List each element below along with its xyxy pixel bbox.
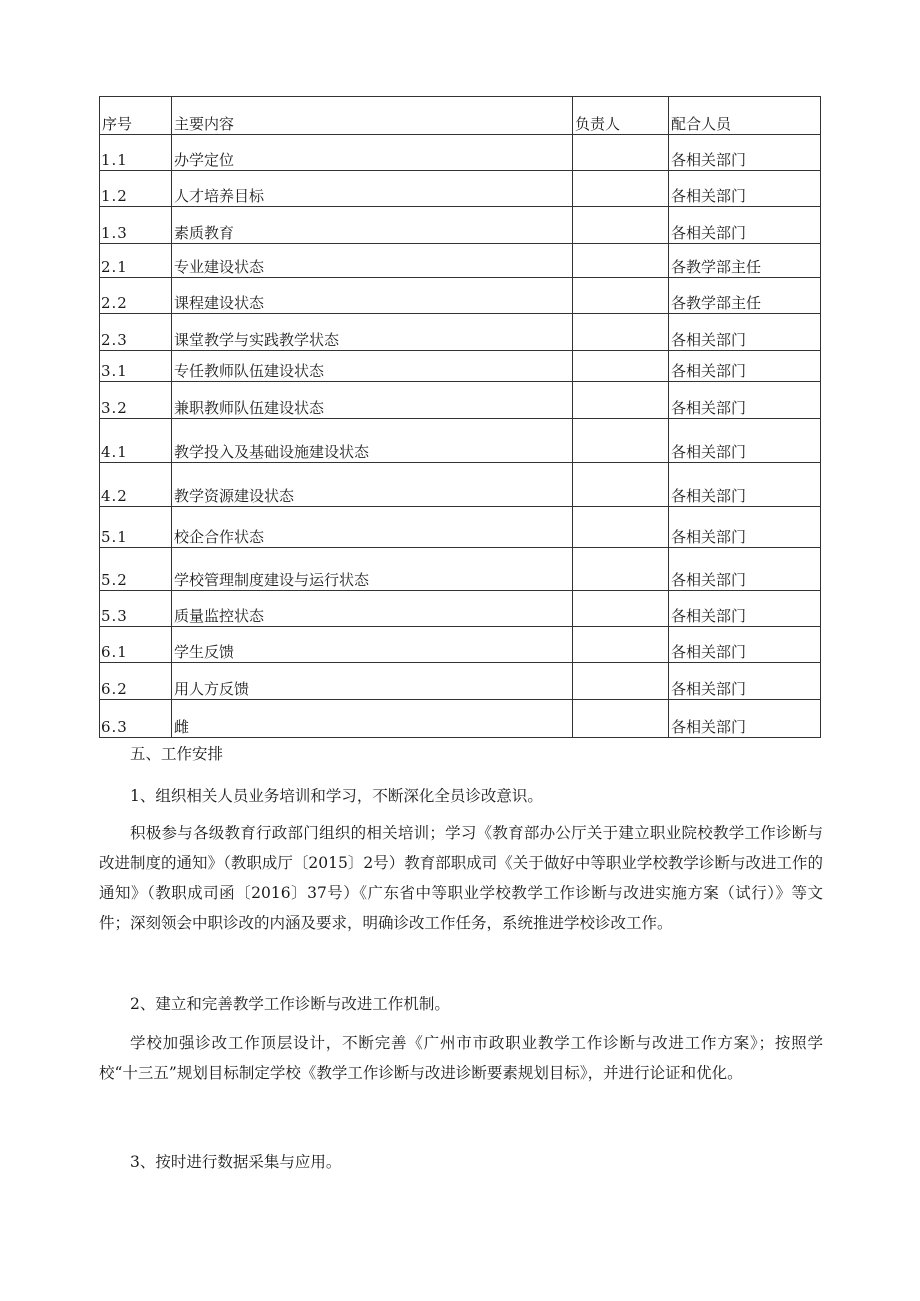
header-cell-partner: 配合人员 <box>669 97 821 135</box>
item2-body: 学校加强诊改工作顶层设计，不断完善《广州市市政职业教学工作诊断与改进工作方案》；按照学校“十三五”规划目标制定学校《教学工作诊断与改进诊断要素规划目标》，并进行论证和优化。 <box>99 1034 823 1082</box>
row-partner: 各相关部门 <box>669 171 821 207</box>
row-partner: 各相关部门 <box>669 507 821 548</box>
row-content: 素质教育 <box>172 207 573 244</box>
table-row <box>100 419 821 463</box>
row-owner <box>573 314 669 351</box>
table-row <box>100 244 821 278</box>
row-no: 1.2 <box>100 171 172 207</box>
row-content: 兼职教师队伍建设状态 <box>172 382 573 419</box>
row-content: 教学投入及基础设施建设状态 <box>172 419 573 463</box>
row-no: 6.1 <box>100 627 172 663</box>
table-row <box>100 463 821 507</box>
table-row <box>100 351 821 382</box>
header-cell-owner: 负责人 <box>573 97 669 135</box>
row-content: 专业建设状态 <box>172 244 573 278</box>
section-heading: 五、工作安排 <box>130 745 224 763</box>
item1-title: 1、组织相关人员业务培训和学习，不断深化全员诊改意识。 <box>130 787 543 805</box>
row-no: 4.1 <box>100 419 172 463</box>
row-partner: 各相关部门 <box>669 419 821 463</box>
row-no: 2.1 <box>100 244 172 278</box>
row-owner <box>573 548 669 591</box>
row-content: 校企合作状态 <box>172 507 573 548</box>
header-cell-no: 序号 <box>100 97 172 135</box>
row-content: 办学定位 <box>172 135 573 171</box>
row-content: 雌 <box>172 700 573 738</box>
row-no: 2.3 <box>100 314 172 351</box>
item2-title: 2、建立和完善教学工作诊断与改进工作机制。 <box>130 995 450 1013</box>
row-no: 1.3 <box>100 207 172 244</box>
row-content: 用人方反馈 <box>172 663 573 700</box>
row-partner: 各相关部门 <box>669 382 821 419</box>
row-owner <box>573 135 669 171</box>
row-no: 1.1 <box>100 135 172 171</box>
row-partner: 各相关部门 <box>669 314 821 351</box>
task-table-container <box>99 96 820 738</box>
row-no: 2.2 <box>100 278 172 314</box>
table-row <box>100 171 821 207</box>
row-partner: 各相关部门 <box>669 627 821 663</box>
row-partner: 各相关部门 <box>669 548 821 591</box>
row-owner <box>573 382 669 419</box>
row-no: 6.2 <box>100 663 172 700</box>
row-content: 教学资源建设状态 <box>172 463 573 507</box>
row-owner <box>573 244 669 278</box>
table-row <box>100 135 821 171</box>
row-partner: 各相关部门 <box>669 663 821 700</box>
row-owner <box>573 507 669 548</box>
row-owner <box>573 463 669 507</box>
row-partner: 各相关部门 <box>669 591 821 627</box>
table-row <box>100 382 821 419</box>
row-content: 人才培养目标 <box>172 171 573 207</box>
header-cell-content: 主要内容 <box>172 97 573 135</box>
row-no: 4.2 <box>100 463 172 507</box>
table-row <box>100 700 821 738</box>
task-table <box>99 96 821 738</box>
table-row <box>100 591 821 627</box>
table-header-row <box>100 97 821 135</box>
row-partner: 各相关部门 <box>669 351 821 382</box>
table-row <box>100 548 821 591</box>
row-partner: 各教学部主任 <box>669 278 821 314</box>
row-no: 6.3 <box>100 700 172 738</box>
table-row <box>100 314 821 351</box>
row-owner <box>573 627 669 663</box>
row-partner: 各相关部门 <box>669 207 821 244</box>
row-partner: 各相关部门 <box>669 463 821 507</box>
row-partner: 各相关部门 <box>669 135 821 171</box>
row-content: 学校管理制度建设与运行状态 <box>172 548 573 591</box>
row-owner <box>573 351 669 382</box>
row-partner: 各教学部主任 <box>669 244 821 278</box>
row-no: 5.2 <box>100 548 172 591</box>
row-owner <box>573 207 669 244</box>
table-row <box>100 278 821 314</box>
row-owner <box>573 700 669 738</box>
row-owner <box>573 419 669 463</box>
row-no: 3.1 <box>100 351 172 382</box>
row-no: 5.1 <box>100 507 172 548</box>
row-owner <box>573 278 669 314</box>
row-partner: 各相关部门 <box>669 700 821 738</box>
row-content: 质量监控状态 <box>172 591 573 627</box>
row-content: 学生反馈 <box>172 627 573 663</box>
table-row <box>100 663 821 700</box>
row-content: 专任教师队伍建设状态 <box>172 351 573 382</box>
row-content: 课堂教学与实践教学状态 <box>172 314 573 351</box>
row-owner <box>573 171 669 207</box>
table-row <box>100 627 821 663</box>
row-owner <box>573 591 669 627</box>
item3-title: 3、按时进行数据采集与应用。 <box>130 1153 342 1171</box>
table-row <box>100 507 821 548</box>
row-no: 3.2 <box>100 382 172 419</box>
table-row <box>100 207 821 244</box>
row-content: 课程建设状态 <box>172 278 573 314</box>
row-owner <box>573 663 669 700</box>
row-no: 5.3 <box>100 591 172 627</box>
item1-body: 积极参与各级教育行政部门组织的相关培训；学习《教育部办公厅关于建立职业院校教学工作诊断与改进制度的通知》（教职成厅〔2015〕2号）教育部职成司《关于做好中等职业学校教学诊断与改进工作的通知》（教职成司函〔2016〕37号）《广东省中等职业学校教学工作诊断与改进实施方案（试行）》等文件；深刻领会中职诊改的内涵及要求，明确诊改工作任务，系统推进学校诊改工作。 <box>99 824 823 932</box>
